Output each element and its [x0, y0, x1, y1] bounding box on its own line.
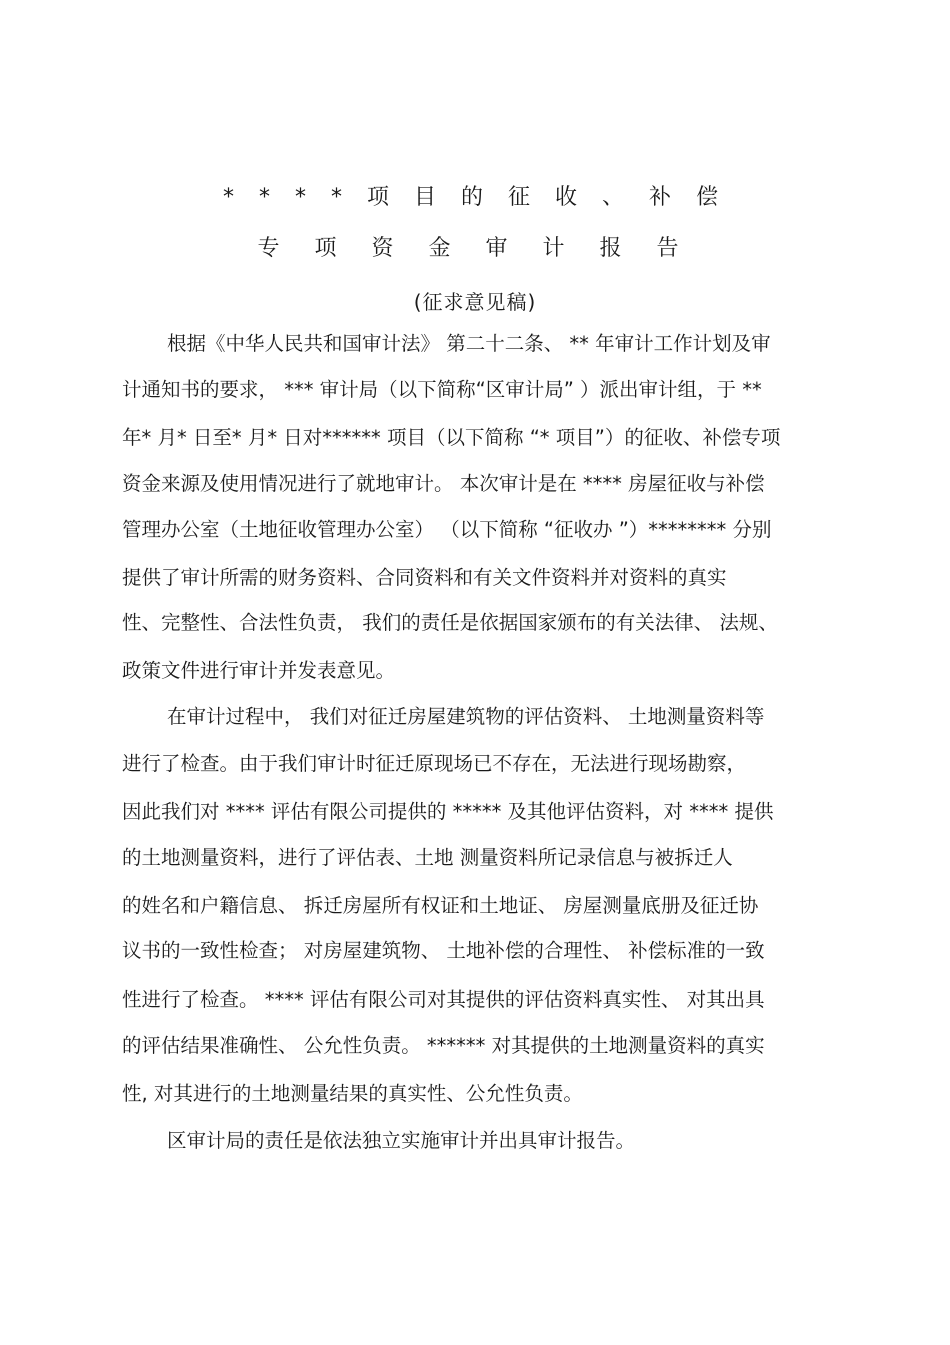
paragraph1-line: 提供了审计所需的财务资料、合同资料和有关文件资料并对资料的真实 — [122, 566, 727, 589]
paragraph2-line: 议书的一致性检查； 对房屋建筑物、 土地补偿的合理性、 补偿标准的一致 — [122, 939, 765, 962]
document-subtitle: (征求意见稿) — [413, 290, 537, 314]
paragraph2-line: 进行了检查。由于我们审计时征迁原现场已不存在，无法进行现场勘察， — [122, 752, 747, 775]
paragraph2-line: 性, 对其进行的土地测量结果的真实性、公允性负责。 — [122, 1082, 583, 1105]
paragraph3-line: 区审计局的责任是依法独立实施审计并出具审计报告。 — [167, 1129, 636, 1152]
paragraph2-line: 的土地测量资料，进行了评估表、土地 测量资料所记录信息与被拆迁人 — [122, 846, 733, 869]
paragraph2-line: 的评估结果准确性、 公允性负责。 ****** 对其提供的土地测量资料的真实 — [122, 1034, 765, 1057]
paragraph2-line: 的姓名和户籍信息、 拆迁房屋所有权证和土地证、 房屋测量底册及征迁协 — [122, 894, 759, 917]
paragraph2-line: 在审计过程中， 我们对征迁房屋建筑物的评估资料、 土地测量资料等 — [167, 705, 765, 728]
paragraph1-line: 政策文件进行审计并发表意见。 — [122, 659, 396, 682]
document-title-line2: 专 项 资 金 审 计 报 告 — [257, 236, 693, 261]
paragraph1-line: 管理办公室（土地征收管理办公室） （以下简称 “征收办 ”）******** 分别 — [122, 518, 772, 541]
paragraph1-line: 资金来源及使用情况进行了就地审计。 本次审计是在 **** 房屋征收与补偿 — [122, 472, 765, 495]
paragraph1-line: 性、完整性、合法性负责， 我们的责任是依据国家颁布的有关法律、 法规、 — [122, 611, 778, 634]
paragraph1-line: 根据《中华人民共和国审计法》 第二十二条、 ** 年审计工作计划及审 — [167, 332, 771, 355]
paragraph1-line: 年* 月* 日至* 月* 日对****** 项目（以下简称 “* 项目”）的征收、补偿专项 — [122, 426, 781, 449]
paragraph2-line: 因此我们对 **** 评估有限公司提供的 ***** 及其他评估资料，对 **** 提供 — [122, 800, 774, 823]
paragraph1-line: 计通知书的要求， *** 审计局（以下简称“区审计局” ）派出审计组，于 ** — [122, 378, 762, 401]
document-title-line1: * * * * 项 目 的 征 收 、 补 偿 — [223, 185, 727, 210]
paragraph2-line: 性进行了检查。 **** 评估有限公司对其提供的评估资料真实性、 对其出具 — [122, 988, 765, 1011]
